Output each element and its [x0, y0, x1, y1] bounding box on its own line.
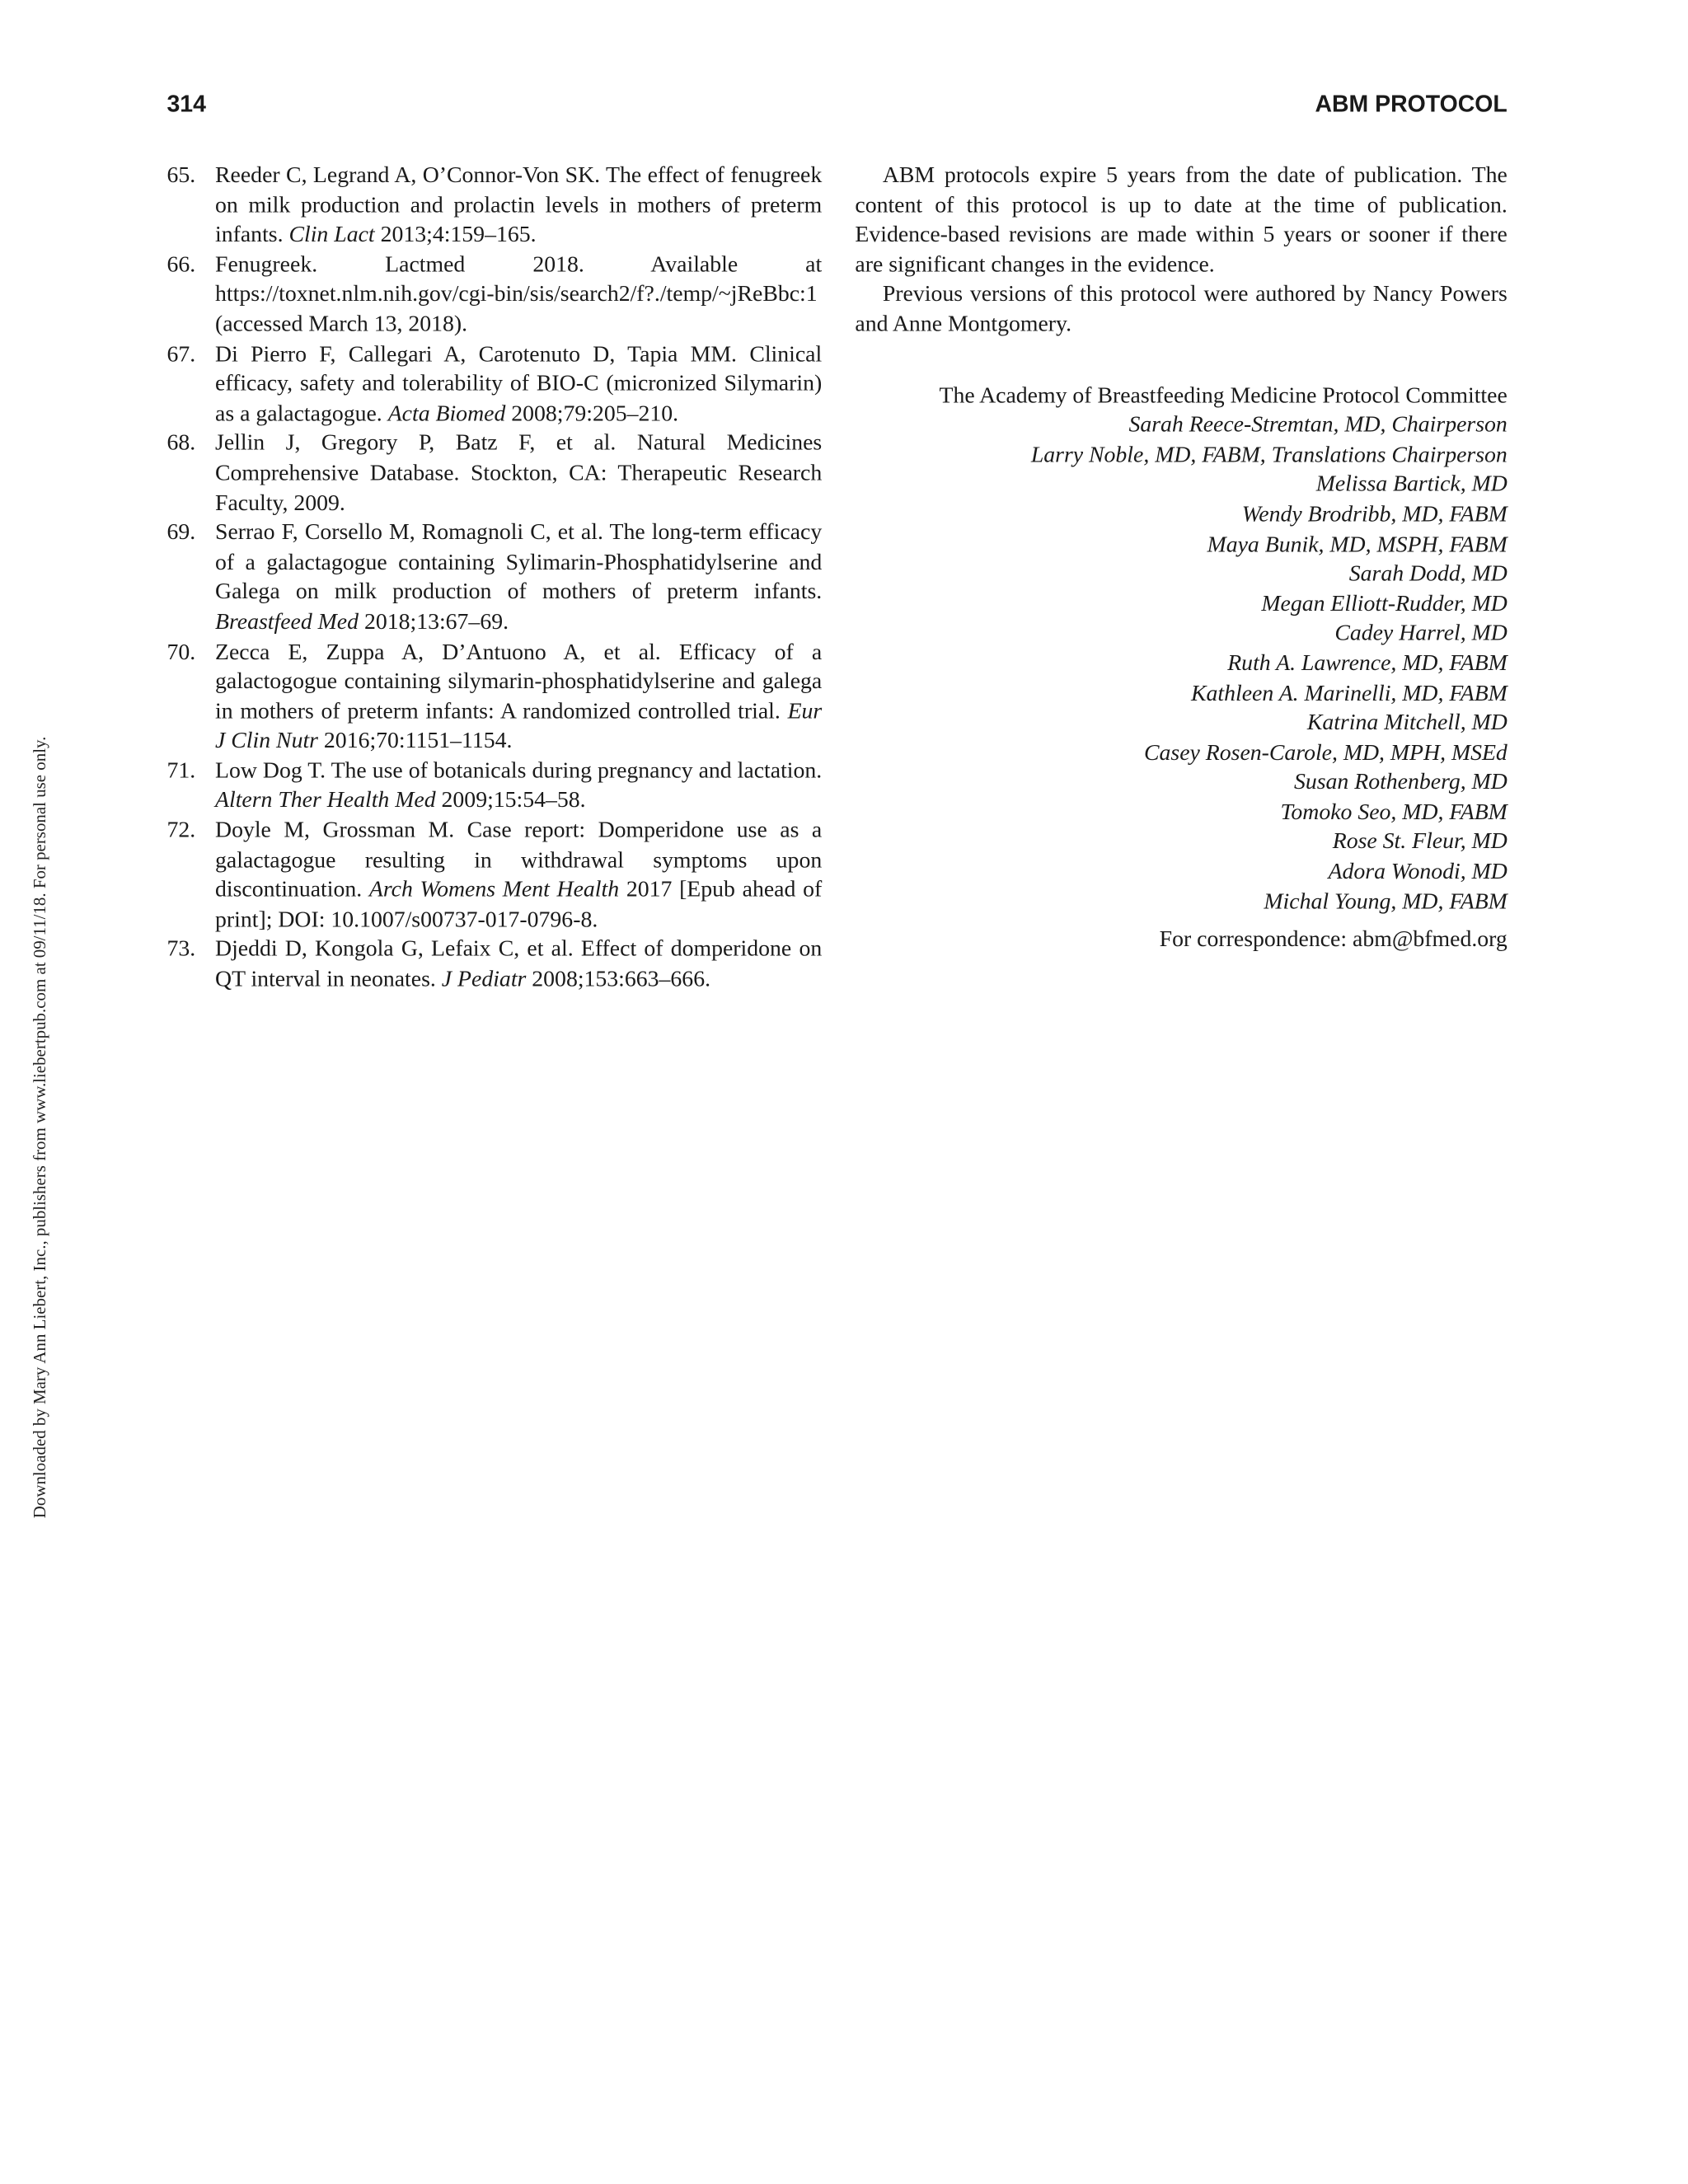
- reference-text: Jellin J, Gregory P, Batz F, et al. Natural Medicines Comprehensive Database. Stockton, CA: Therapeutic Research Faculty, 2009.: [215, 429, 823, 515]
- reference-citation: 2016;70:1151–1154.: [317, 727, 513, 754]
- reference-item: [166, 518, 822, 637]
- reference-list: [166, 160, 822, 994]
- journal-name: Altern Ther Health Med: [215, 786, 436, 813]
- committee-member: Tomoko Seo, MD, FABM: [1280, 798, 1507, 825]
- correspondence-line: For correspondence: abm@bfmed.org: [1159, 926, 1507, 952]
- reference-item: [166, 428, 822, 517]
- committee-title: The Academy of Breastfeeding Medicine Protocol Committee: [939, 381, 1507, 408]
- committee-member: Susan Rothenberg, MD: [1293, 768, 1507, 795]
- committee-member: Casey Rosen-Carole, MD, MPH, MSEd: [1143, 738, 1507, 766]
- committee-member: Sarah Reece-Stremtan, MD, Chairperson: [1128, 410, 1507, 438]
- reference-text: Fenugreek. Lactmed 2018. Available at https://toxnet.nlm.nih.gov/cgi-bin/sis/search2/f?./temp/~jReBbc:1 (accessed March 13, 2018).: [215, 251, 823, 337]
- journal-name: Acta Biomed: [387, 399, 506, 426]
- committee-member: Katrina Mitchell, MD: [1306, 709, 1507, 735]
- committee-member: Maya Bunik, MD, MSPH, FABM: [1207, 530, 1507, 557]
- committee-member: Ruth A. Lawrence, MD, FABM: [1227, 649, 1507, 676]
- committee-member: Melissa Bartick, MD: [1315, 471, 1507, 497]
- page-header: [166, 91, 1507, 124]
- reference-item: [166, 756, 822, 815]
- journal-name: Arch Womens Ment Health: [368, 875, 620, 902]
- journal-name: J Pediatr: [441, 965, 527, 992]
- committee-member: Cadey Harrel, MD: [1334, 619, 1507, 646]
- reference-text: Doyle M, Grossman M. Case report: Domperidone use as a galactagogue resulting in withdrawal symptoms upon discontinuation.: [215, 816, 823, 902]
- reference-number: 71.: [166, 757, 196, 784]
- reference-text: Zecca E, Zuppa A, D’Antuono A, et al. Efficacy of a galactogogue containing silymarin-phosphatidylserine and galega in mothers of preterm infants: A randomized controlled trial.: [215, 637, 823, 724]
- journal-name: Eur J Clin Nutr: [215, 697, 823, 754]
- reference-citation: 2013;4:159–165.: [374, 221, 537, 247]
- running-title: ABM PROTOCOL: [1315, 91, 1507, 118]
- committee-member: Wendy Brodribb, MD, FABM: [1241, 500, 1507, 527]
- committee-member: Adora Wonodi, MD: [1328, 857, 1507, 884]
- reference-citation: 2008;79:205–210.: [505, 399, 679, 426]
- committee-member: Larry Noble, MD, FABM, Translations Chairperson: [1030, 441, 1507, 467]
- committee-member: Kathleen A. Marinelli, MD, FABM: [1191, 679, 1507, 705]
- reference-citation: 2008;153:663–666.: [526, 965, 711, 992]
- reference-text: Serrao F, Corsello M, Romagnoli C, et al. The long-term efficacy of a galactagogue containing Sylimarin-Phosphatidylserine and Galega on milk production of mothers of preterm infants.: [215, 518, 823, 605]
- expiration-note: ABM protocols expire 5 years from the date of publication. The content of this protocol is up to date at the time of publication. Evidence-based revisions are made within 5 years or sooner if there are significant changes in the evidence.: [855, 161, 1507, 277]
- reference-text: Reeder C, Legrand A, O’Connor-Von SK. The effect of fenugreek on milk production and prolactin levels in mothers of preterm infants.: [215, 161, 823, 247]
- reference-number: 72.: [166, 816, 196, 843]
- committee-member: Michal Young, MD, FABM: [1264, 887, 1507, 914]
- reference-citation: 2009;15:54–58.: [435, 786, 586, 813]
- journal-name: Breastfeed Med: [215, 607, 359, 635]
- committee-member: Rose St. Fleur, MD: [1332, 827, 1507, 855]
- reference-number: 68.: [166, 429, 196, 456]
- reference-citation: 2017 [Epub ahead of print]; DOI: 10.1007/s00737-017-0796-8.: [215, 875, 823, 932]
- journal-name: Clin Lact: [288, 221, 375, 247]
- reference-item: [166, 934, 822, 993]
- download-watermark: Downloaded by Mary Ann Liebert, Inc., publishers from www.liebertpub.com at 09/11/18. For personal use only.: [30, 736, 50, 1519]
- committee-member: Sarah Dodd, MD: [1348, 560, 1507, 587]
- reference-number: 67.: [166, 340, 196, 367]
- reference-text: Di Pierro F, Callegari A, Carotenuto D, Tapia MM. Clinical efficacy, safety and tolerability of BIO-C (micronized Silymarin) as a galactagogue.: [215, 340, 823, 426]
- reference-text: Djeddi D, Kongola G, Lefaix C, et al. Effect of domperidone on QT interval in neonates.: [215, 935, 823, 992]
- page-number: 314: [166, 91, 206, 118]
- reference-item: [166, 339, 822, 428]
- reference-item: [166, 636, 822, 756]
- reference-item: [166, 249, 822, 338]
- reference-citation: 2018;13:67–69.: [359, 607, 509, 635]
- previous-versions-note: Previous versions of this protocol were authored by Nancy Powers and Anne Montgomery.: [855, 280, 1507, 337]
- reference-number: 69.: [166, 518, 196, 546]
- protocol-notes-column: [855, 160, 1507, 954]
- reference-item: [166, 160, 822, 249]
- committee-member: Megan Elliott-Rudder, MD: [1261, 589, 1507, 616]
- reference-item: [166, 815, 822, 935]
- reference-number: 73.: [166, 935, 196, 962]
- reference-number: 65.: [166, 161, 196, 188]
- reference-text: Low Dog T. The use of botanicals during pregnancy and lactation.: [215, 757, 823, 784]
- reference-number: 66.: [166, 251, 196, 277]
- reference-number: 70.: [166, 637, 196, 664]
